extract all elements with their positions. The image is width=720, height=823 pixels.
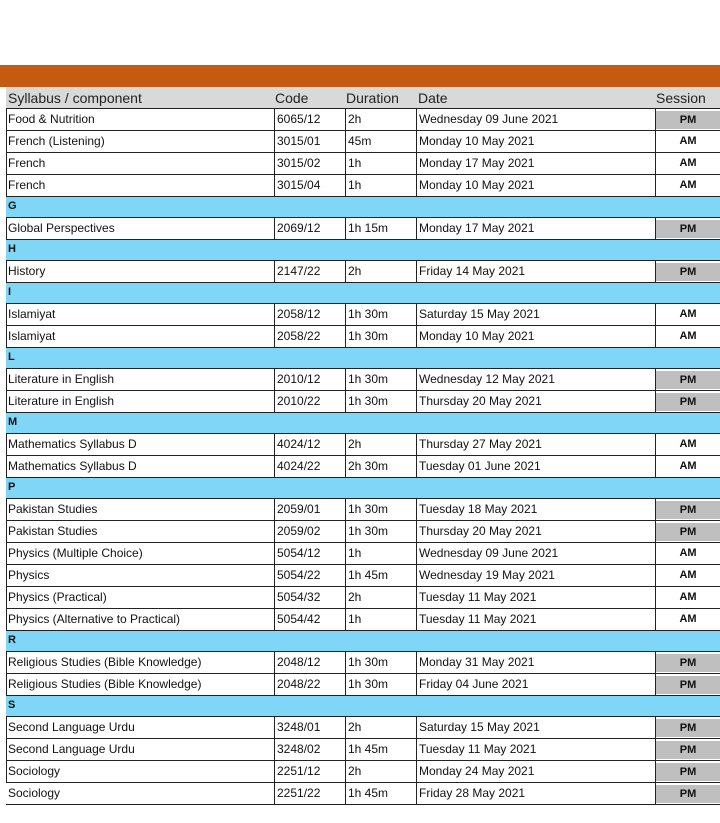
code-cell: 4024/22 [274, 456, 346, 477]
session-cell: AM [679, 308, 697, 320]
date-cell: Tuesday 11 May 2021 [416, 587, 656, 608]
code-cell: 5054/22 [274, 565, 346, 586]
code-cell: 2048/22 [274, 674, 346, 695]
code-cell: 3015/01 [274, 131, 346, 152]
table-row [6, 131, 720, 153]
date-cell: Wednesday 09 June 2021 [416, 109, 656, 130]
table-row [6, 783, 720, 805]
syllabus-cell: Literature in English [8, 394, 115, 408]
date-cell: Monday 17 May 2021 [416, 218, 656, 239]
syllabus-cell: Physics [8, 568, 50, 582]
duration-cell: 2h 30m [345, 456, 417, 477]
duration-cell: 1h [345, 175, 417, 196]
code-cell: 4024/12 [274, 434, 346, 455]
duration-cell: 2h [345, 109, 417, 130]
orange-banner [0, 65, 720, 87]
date-cell: Monday 10 May 2021 [416, 175, 656, 196]
table-row [6, 717, 720, 739]
section-letter: I [8, 286, 12, 298]
syllabus-cell: Second Language Urdu [8, 720, 135, 734]
duration-cell: 1h 30m [345, 326, 417, 347]
code-cell: 2010/22 [274, 391, 346, 412]
session-cell: PM [656, 654, 720, 672]
date-cell: Friday 28 May 2021 [416, 783, 656, 804]
session-cell: PM [656, 719, 720, 737]
session-cell: PM [656, 501, 720, 519]
duration-cell: 1h 30m [345, 391, 417, 412]
date-cell: Thursday 27 May 2021 [416, 434, 656, 455]
code-cell: 5054/42 [274, 609, 346, 630]
code-cell: 2058/22 [274, 326, 346, 347]
section-letter-row [6, 283, 720, 304]
date-cell: Wednesday 12 May 2021 [416, 369, 656, 390]
date-cell: Thursday 20 May 2021 [416, 521, 656, 542]
table-row [6, 109, 720, 131]
session-cell: AM [679, 330, 697, 342]
syllabus-cell: Sociology [8, 764, 61, 778]
section-letter-row [6, 197, 720, 218]
section-letter: R [8, 634, 16, 646]
duration-cell: 1h [345, 609, 417, 630]
session-cell: PM [656, 785, 720, 803]
code-cell: 2059/01 [274, 499, 346, 520]
table-row [6, 521, 720, 543]
date-cell: Monday 24 May 2021 [416, 761, 656, 782]
section-letter-row [6, 413, 720, 434]
table-row [6, 499, 720, 521]
session-cell: AM [679, 157, 697, 169]
date-cell: Tuesday 01 June 2021 [416, 456, 656, 477]
date-cell: Monday 17 May 2021 [416, 153, 656, 174]
header-code: Code [275, 90, 309, 106]
date-cell: Tuesday 11 May 2021 [416, 609, 656, 630]
duration-cell: 2h [345, 761, 417, 782]
date-cell: Friday 14 May 2021 [416, 261, 656, 282]
code-cell: 2147/22 [274, 261, 346, 282]
code-cell: 6065/12 [274, 109, 346, 130]
table-row [6, 369, 720, 391]
session-cell: PM [656, 763, 720, 781]
syllabus-cell: Food & Nutrition [8, 112, 95, 126]
duration-cell: 2h [345, 261, 417, 282]
duration-cell: 1h 30m [345, 369, 417, 390]
session-cell: AM [679, 547, 697, 559]
duration-cell: 2h [345, 717, 417, 738]
date-cell: Wednesday 19 May 2021 [416, 565, 656, 586]
code-cell: 2069/12 [274, 218, 346, 239]
table-row [6, 218, 720, 240]
duration-cell: 1h 45m [345, 783, 417, 804]
duration-cell: 1h 15m [345, 218, 417, 239]
date-cell: Tuesday 18 May 2021 [416, 499, 656, 520]
duration-cell: 45m [345, 131, 417, 152]
date-cell: Friday 04 June 2021 [416, 674, 656, 695]
section-letter: G [8, 200, 17, 212]
section-letter: H [8, 243, 16, 255]
header-syllabus: Syllabus / component [8, 90, 142, 106]
code-cell: 2059/02 [274, 521, 346, 542]
code-cell: 3248/01 [274, 717, 346, 738]
date-cell: Monday 31 May 2021 [416, 652, 656, 673]
table-row [6, 543, 720, 565]
section-letter: L [8, 351, 15, 363]
syllabus-cell: Second Language Urdu [8, 742, 135, 756]
table-row [6, 326, 720, 348]
table-header [6, 87, 720, 109]
session-cell: AM [679, 460, 697, 472]
section-letter-row [6, 696, 720, 717]
syllabus-cell: History [8, 264, 46, 278]
session-cell: AM [679, 179, 697, 191]
syllabus-cell: Physics (Practical) [8, 590, 107, 604]
exam-timetable [6, 87, 720, 805]
table-row [6, 674, 720, 696]
code-cell: 5054/32 [274, 587, 346, 608]
syllabus-cell: Religious Studies (Bible Knowledge) [8, 677, 202, 691]
code-cell: 5054/12 [274, 543, 346, 564]
duration-cell: 1h 30m [345, 304, 417, 325]
header-duration: Duration [346, 90, 399, 106]
syllabus-cell: Religious Studies (Bible Knowledge) [8, 655, 202, 669]
section-letter-row [6, 348, 720, 369]
table-row [6, 391, 720, 413]
date-cell: Wednesday 09 June 2021 [416, 543, 656, 564]
date-cell: Saturday 15 May 2021 [416, 717, 656, 738]
syllabus-cell: Islamiyat [8, 307, 56, 321]
section-letter: M [8, 416, 18, 428]
header-date: Date [418, 90, 448, 106]
section-letter: P [8, 481, 16, 493]
code-cell: 3015/04 [274, 175, 346, 196]
session-cell: AM [679, 438, 697, 450]
date-cell: Thursday 20 May 2021 [416, 391, 656, 412]
session-cell: PM [656, 371, 720, 389]
duration-cell: 1h 30m [345, 652, 417, 673]
syllabus-cell: Islamiyat [8, 329, 56, 343]
duration-cell: 1h 30m [345, 521, 417, 542]
date-cell: Saturday 15 May 2021 [416, 304, 656, 325]
syllabus-cell: Sociology [8, 786, 61, 800]
syllabus-cell: Pakistan Studies [8, 524, 98, 538]
duration-cell: 1h 30m [345, 674, 417, 695]
date-cell: Monday 10 May 2021 [416, 131, 656, 152]
syllabus-cell: French [8, 178, 46, 192]
session-cell: AM [679, 591, 697, 603]
duration-cell: 1h [345, 543, 417, 564]
code-cell: 2048/12 [274, 652, 346, 673]
duration-cell: 2h [345, 587, 417, 608]
table-row [6, 456, 720, 478]
table-row [6, 739, 720, 761]
session-cell: PM [656, 393, 720, 411]
table-row [6, 609, 720, 631]
syllabus-cell: Physics (Multiple Choice) [8, 546, 143, 560]
session-cell: AM [679, 613, 697, 625]
table-row [6, 652, 720, 674]
duration-cell: 2h [345, 434, 417, 455]
syllabus-cell: Mathematics Syllabus D [8, 459, 137, 473]
header-session: Session [656, 90, 706, 106]
session-cell: PM [656, 523, 720, 541]
date-cell: Tuesday 11 May 2021 [416, 739, 656, 760]
table-body [6, 109, 720, 805]
syllabus-cell: Literature in English [8, 372, 115, 386]
session-cell: PM [656, 741, 720, 759]
table-row [6, 761, 720, 783]
section-letter-row [6, 478, 720, 499]
code-cell: 2010/12 [274, 369, 346, 390]
section-letter-row [6, 631, 720, 652]
table-row [6, 587, 720, 609]
table-row [6, 261, 720, 283]
section-letter: S [8, 699, 16, 711]
code-cell: 3015/02 [274, 153, 346, 174]
session-cell: AM [679, 135, 697, 147]
table-row [6, 175, 720, 197]
syllabus-cell: Mathematics Syllabus D [8, 437, 137, 451]
table-row [6, 304, 720, 326]
code-cell: 3248/02 [274, 739, 346, 760]
date-cell: Monday 10 May 2021 [416, 326, 656, 347]
syllabus-cell: Pakistan Studies [8, 502, 98, 516]
code-cell: 2251/22 [274, 783, 346, 804]
session-cell: PM [656, 111, 720, 129]
session-cell: PM [656, 263, 720, 281]
code-cell: 2058/12 [274, 304, 346, 325]
duration-cell: 1h 45m [345, 739, 417, 760]
table-row [6, 153, 720, 175]
duration-cell: 1h [345, 153, 417, 174]
duration-cell: 1h 30m [345, 499, 417, 520]
syllabus-cell: French (Listening) [8, 134, 105, 148]
table-row [6, 565, 720, 587]
syllabus-cell: Physics (Alternative to Practical) [8, 612, 181, 626]
session-cell: AM [679, 569, 697, 581]
session-cell: PM [656, 676, 720, 694]
table-row [6, 434, 720, 456]
duration-cell: 1h 45m [345, 565, 417, 586]
session-cell: PM [656, 220, 720, 238]
syllabus-cell: Global Perspectives [8, 221, 115, 235]
section-letter-row [6, 240, 720, 261]
code-cell: 2251/12 [274, 761, 346, 782]
syllabus-cell: French [8, 156, 46, 170]
